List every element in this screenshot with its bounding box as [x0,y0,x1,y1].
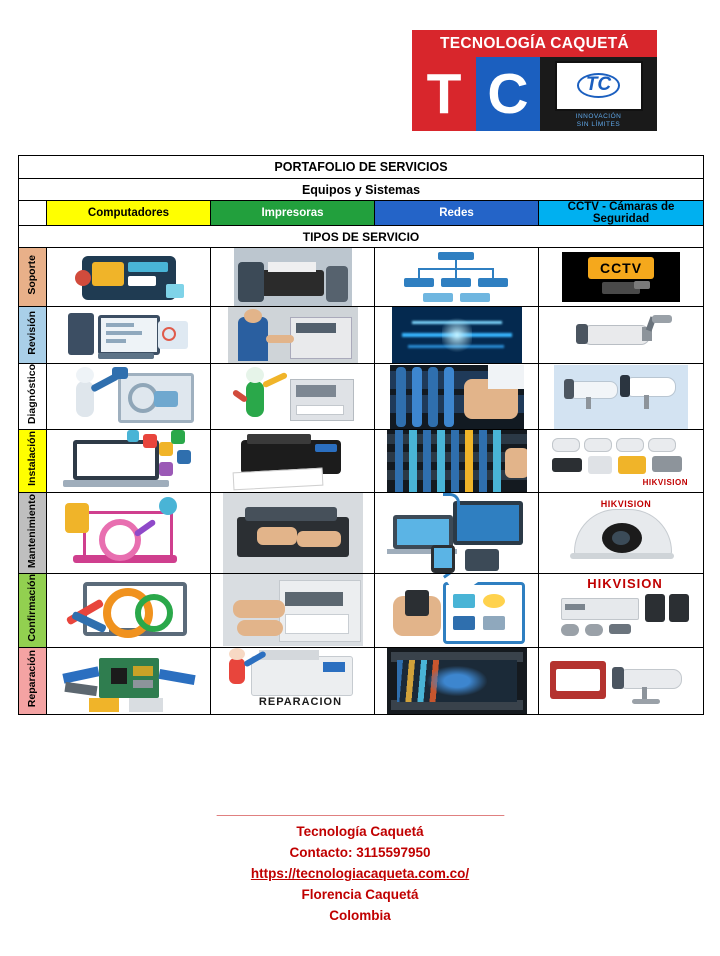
cell-reparacion-computadores [47,647,211,714]
cell-instalacion-cctv: HIKVISION [539,430,704,493]
cell-mantenimiento-redes [375,493,539,574]
table-row [19,364,704,430]
footer-country: Colombia [329,907,391,923]
logo-tagline [576,113,622,129]
table-title-row [19,156,704,179]
cell-diagnostico-computadores [47,364,211,430]
footer [0,800,720,927]
cell-confirmacion-computadores [47,574,211,648]
row-label-reparacion [19,647,47,714]
logo-screen-text: TC [577,73,620,98]
row-label-text: Reparación [26,649,39,707]
logo-tagline-line1: INNOVACIÓN [575,112,622,120]
row-label-soporte [19,248,47,307]
types-of-service-row [19,226,704,248]
table-row [19,248,704,307]
types-of-service-header: TIPOS DE SERVICIO [19,226,704,248]
table-row [19,430,704,493]
cell-revision-impresoras [211,307,375,364]
category-computadores: Computadores [47,201,211,226]
category-redes: Redes [375,201,539,226]
cell-revision-redes [375,307,539,364]
cell-mantenimiento-cctv: HIKVISION [539,493,704,574]
table-row [19,647,704,714]
row-label-text: Mantenimiento [26,493,39,568]
logo-screen [555,61,643,111]
cell-reparacion-impresoras: REPARACION [211,647,375,714]
company-logo [412,30,657,135]
logo-monitor-icon [540,57,657,131]
cell-revision-computadores [47,307,211,364]
cell-revision-cctv [539,307,704,364]
footer-company: Tecnología Caquetá [296,824,424,840]
cell-mantenimiento-impresoras [211,493,375,574]
cell-instalacion-impresoras [211,430,375,493]
logo-letter-t: T [412,57,476,131]
cell-diagnostico-cctv [539,364,704,430]
logo-title: TECNOLOGÍA CAQUETÁ [412,30,657,57]
footer-contact: Contacto: 3115597950 [289,845,431,861]
cell-instalacion-redes [375,430,539,493]
row-label-text: Soporte [26,254,39,295]
footer-website-anchor[interactable]: https://tecnologiacaqueta.com.co/ [250,865,470,881]
table-row [19,493,704,574]
row-label-mantenimiento [19,493,47,574]
services-portfolio-table [18,155,704,715]
category-corner-cell [19,201,47,226]
cell-confirmacion-impresoras [211,574,375,648]
cell-soporte-computadores [47,248,211,307]
category-impresoras: Impresoras [211,201,375,226]
category-header-row [19,201,704,226]
portfolio-subtitle: Equipos y Sistemas [19,179,704,201]
cell-reparacion-redes [375,647,539,714]
row-label-diagnostico [19,364,47,430]
cell-diagnostico-impresoras [211,364,375,430]
portfolio-title: PORTAFOLIO DE SERVICIOS [19,156,704,179]
row-label-confirmacion [19,574,47,648]
table-row [19,574,704,648]
footer-divider: ______________________________________________ [216,802,504,817]
cell-confirmacion-redes [375,574,539,648]
row-label-revision [19,307,47,364]
cell-soporte-cctv: CCTV [539,248,704,307]
table-row [19,307,704,364]
logo-letters [412,57,540,131]
logo-letter-c: C [476,57,540,131]
cell-instalacion-computadores [47,430,211,493]
cell-mantenimiento-computadores [47,493,211,574]
cell-confirmacion-cctv: HIKVISION [539,574,704,648]
logo-tagline-line2: SIN LÍMITES [576,121,621,128]
row-label-text: Instalación [26,431,39,487]
row-label-text: Revisión [26,310,39,355]
category-cctv: CCTV - Cámaras de Seguridad [539,201,704,226]
cell-soporte-redes [375,248,539,307]
cell-reparacion-cctv [539,647,704,714]
row-label-text: Diagnóstico [26,364,39,425]
logo-body [412,57,657,131]
footer-website-link[interactable] [0,864,720,885]
cell-diagnostico-redes [375,364,539,430]
row-label-text: Confirmación [26,574,39,642]
row-label-instalacion [19,430,47,493]
table-subtitle-row [19,179,704,201]
footer-city: Florencia Caquetá [301,886,419,902]
cell-soporte-impresoras [211,248,375,307]
